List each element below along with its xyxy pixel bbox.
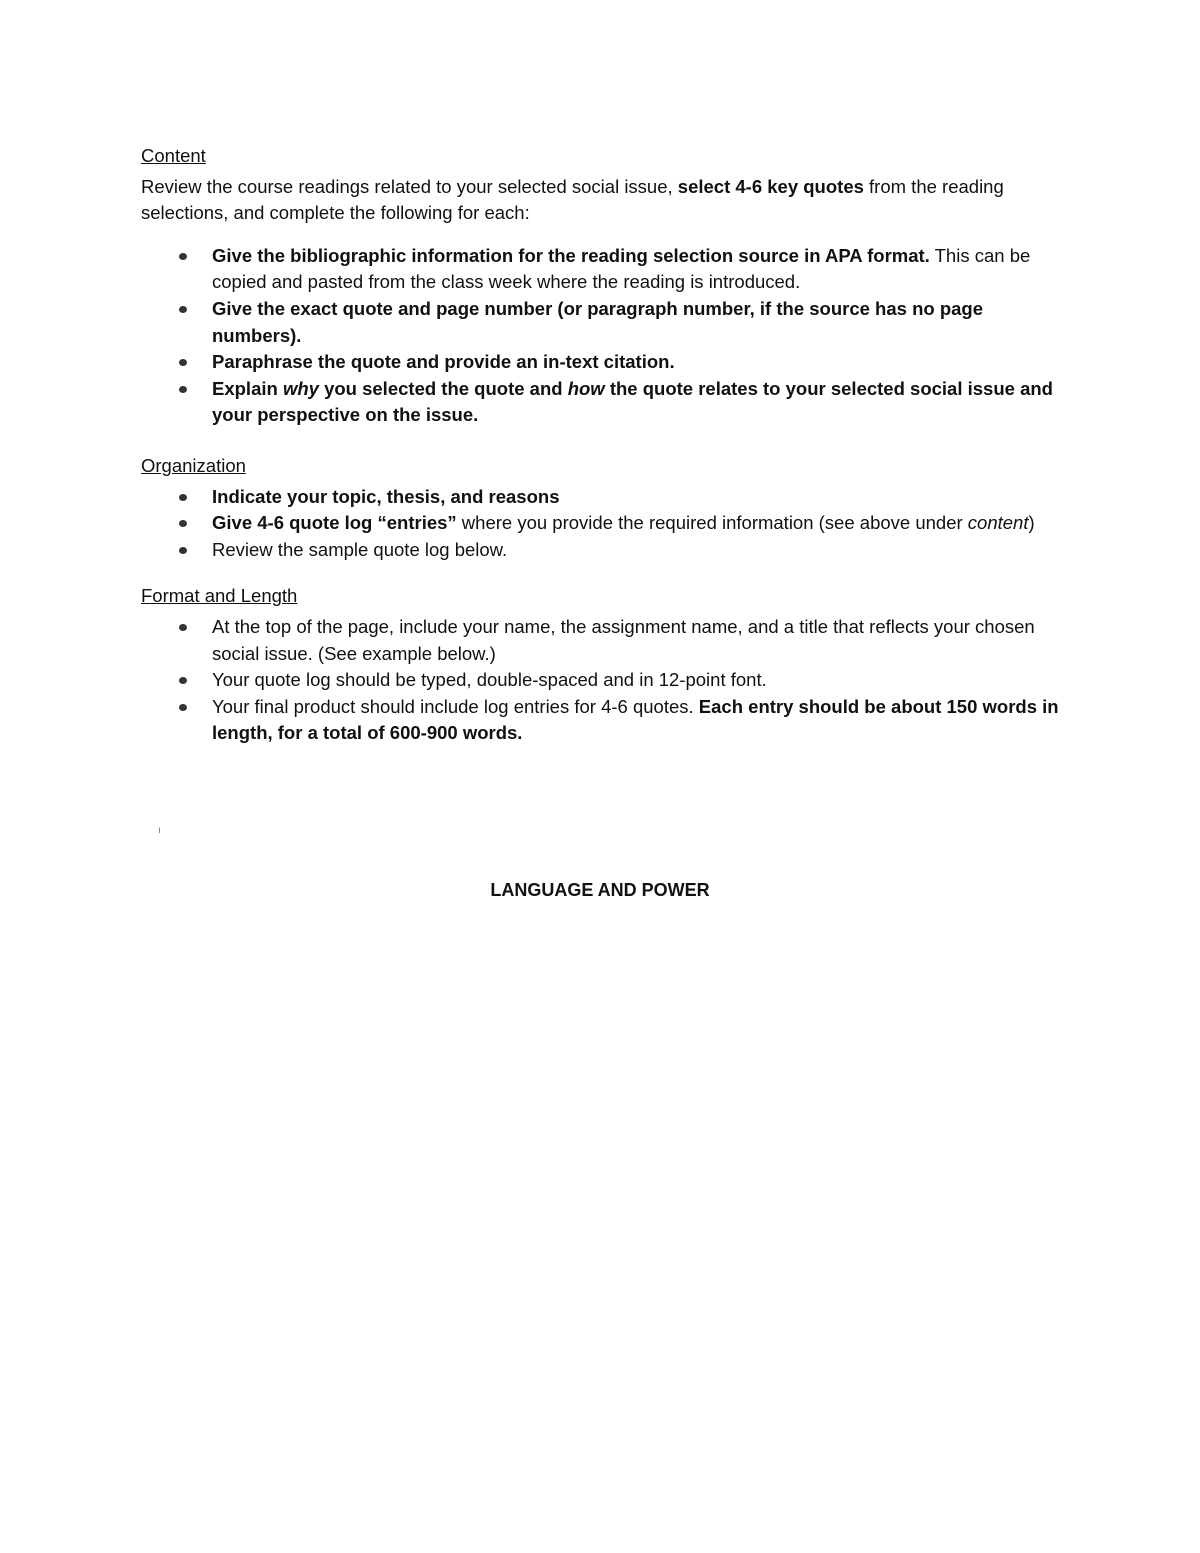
content-bullet-list — [141, 243, 1061, 429]
format-bullet-list — [141, 614, 1061, 747]
bullet-icon — [179, 520, 187, 527]
bullet-icon — [179, 359, 187, 366]
organization-heading: Organization — [141, 454, 246, 476]
list-item: Explain why you selected the quote and how the quote relates to your selected social issue and your perspective on the issue. — [141, 376, 1061, 429]
bullet-icon — [179, 547, 187, 554]
list-item: Your final product should include log entries for 4-6 quotes. Each entry should be about 150 words in length, for a total of 600-900 words. — [141, 694, 1061, 747]
sample-title: LANGUAGE AND POWER — [490, 880, 710, 900]
margin-mark: ı — [158, 825, 161, 836]
instructions — [141, 143, 1061, 747]
organization-bullet-list — [141, 484, 1061, 564]
list-item: At the top of the page, include your name, the assignment name, and a title that reflects your chosen social issue. (See example below.) — [141, 614, 1061, 667]
bullet-icon — [179, 253, 187, 260]
content-heading: Content — [141, 145, 206, 166]
list-item: Your quote log should be typed, double-spaced and in 12-point font. — [141, 667, 1061, 694]
list-item: Give 4-6 quote log “entries” where you provide the required information (see above under content) — [141, 510, 1061, 537]
bullet-icon — [179, 704, 187, 711]
list-item: Review the sample quote log below. — [141, 537, 1061, 564]
organization-section — [141, 453, 1061, 563]
format-section — [141, 583, 1061, 747]
bullet-icon — [179, 677, 187, 684]
bullet-icon — [179, 624, 187, 631]
list-item: Give the exact quote and page number (or paragraph number, if the source has no page numbers). — [141, 296, 1061, 349]
list-item: Paraphrase the quote and provide an in-text citation. — [141, 349, 1061, 376]
bullet-icon — [179, 386, 187, 393]
content-intro: Review the course readings related to your selected social issue, select 4-6 key quotes from the reading selections, and complete the following for each: — [141, 175, 1004, 224]
list-item: Give the bibliographic information for the reading selection source in APA format. This can be copied and pasted from the class week where the reading is introduced. — [141, 243, 1061, 296]
list-item: Indicate your topic, thesis, and reasons — [141, 484, 1061, 511]
bullet-icon — [179, 494, 187, 501]
format-heading: Format and Length — [141, 585, 298, 607]
bullet-icon — [179, 306, 187, 313]
